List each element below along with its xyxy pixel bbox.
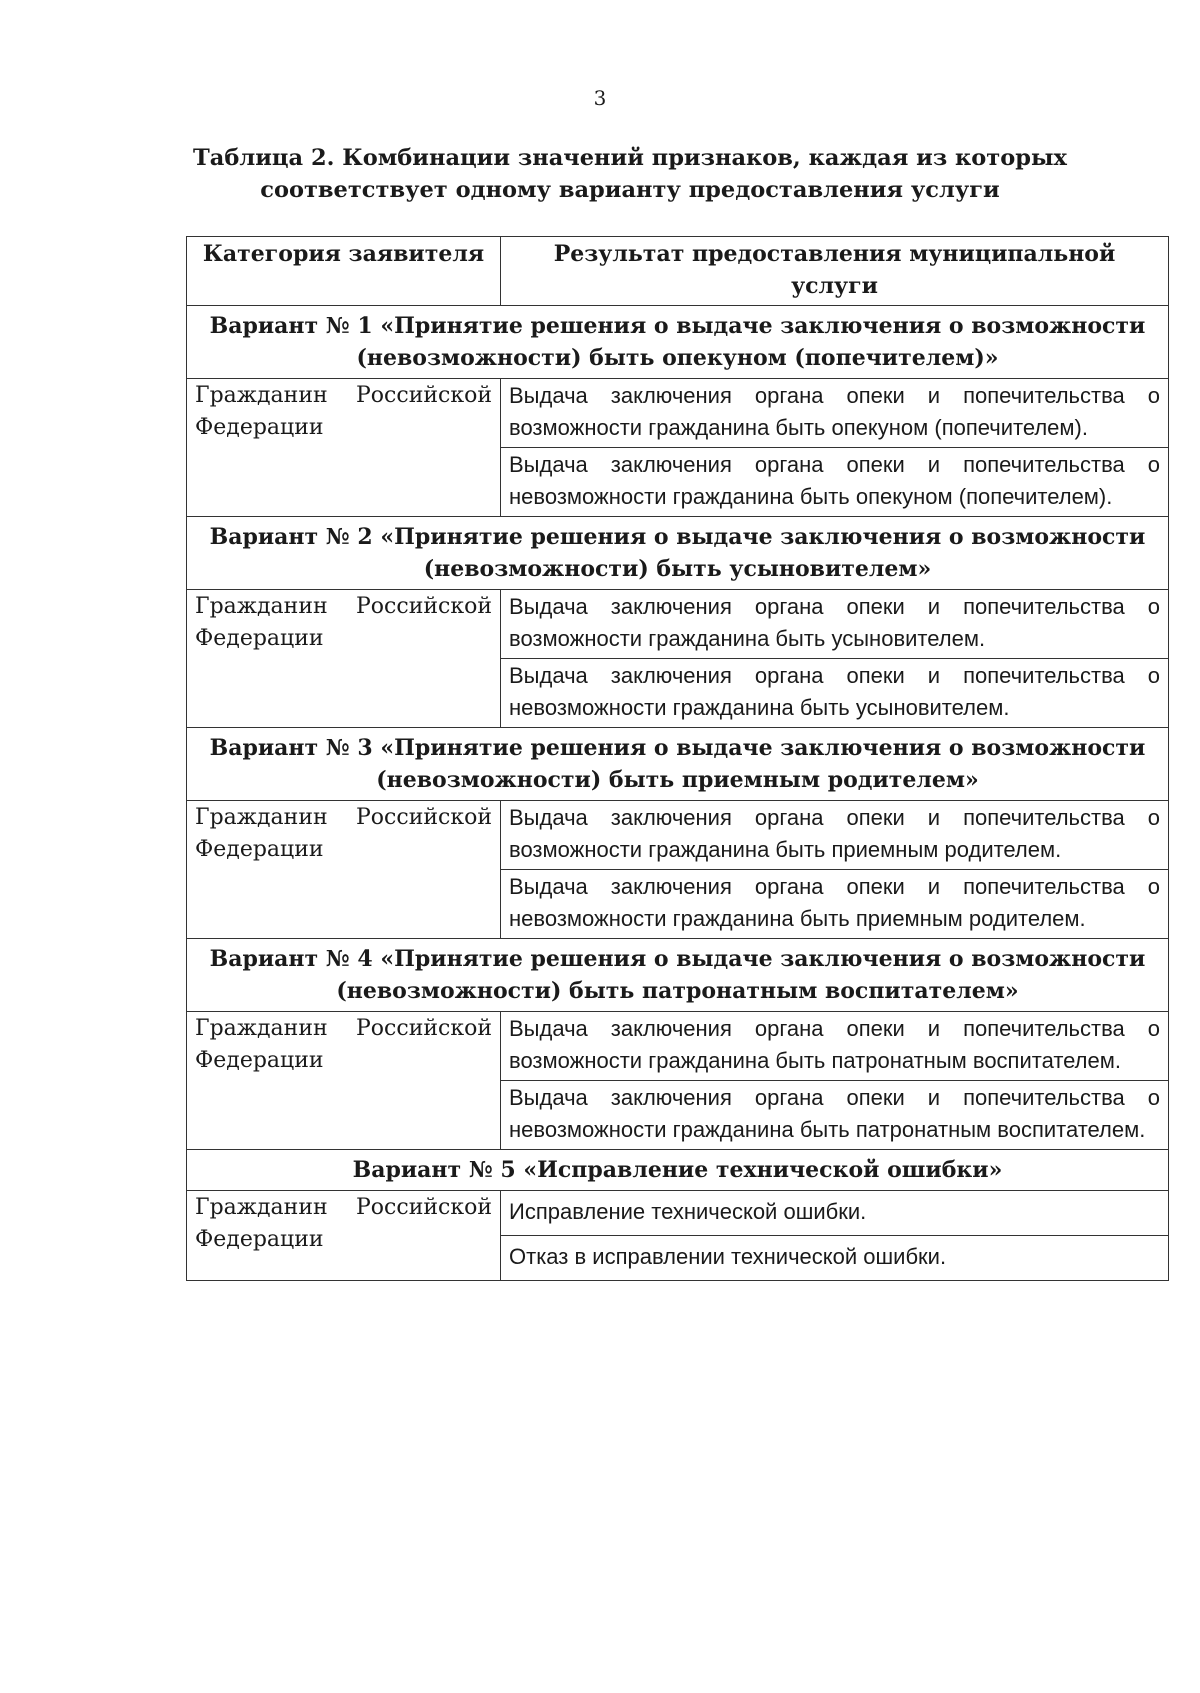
category-word: Гражданин (195, 594, 328, 619)
category-word: Гражданин (195, 383, 328, 408)
variant-1-title: Вариант № 1 «Принятие решения о выдаче заключения о возможности (невозможности) быть опекуном (попечителем)» (187, 306, 1169, 379)
variant-1-title-row (187, 306, 1169, 379)
variants-table (186, 236, 1169, 1281)
variant-2-result-2: Выдача заключения органа опеки и попечительства о невозможности гражданина быть усыновителем. (501, 659, 1169, 728)
category-word: Гражданин (195, 805, 328, 830)
category-word: Гражданин (195, 1195, 328, 1220)
variant-5-title: Вариант № 5 «Исправление технической ошибки» (187, 1150, 1169, 1191)
variant-1-result-2: Выдача заключения органа опеки и попечительства о невозможности гражданина быть опекуном (попечителем). (501, 448, 1169, 517)
variant-2-result-1: Выдача заключения органа опеки и попечительства о возможности гражданина быть усыновителем. (501, 590, 1169, 659)
variant-1-category (187, 379, 501, 517)
category-word: Российской (356, 594, 492, 619)
variant-3-result-2: Выдача заключения органа опеки и попечительства о невозможности гражданина быть приемным родителем. (501, 870, 1169, 939)
variant-2-category (187, 590, 501, 728)
variant-5-result-2: Отказ в исправлении технической ошибки. (501, 1236, 1169, 1281)
variant-2-title-row (187, 517, 1169, 590)
category-word: Федерации (195, 415, 324, 440)
table-title (190, 142, 1070, 206)
variant-4-title-row (187, 939, 1169, 1012)
category-word: Гражданин (195, 1016, 328, 1041)
category-word: Федерации (195, 1048, 324, 1073)
variant-2-title: Вариант № 2 «Принятие решения о выдаче заключения о возможности (невозможности) быть усыновителем» (187, 517, 1169, 590)
variant-5-result-1: Исправление технической ошибки. (501, 1191, 1169, 1236)
variant-3-title-row (187, 728, 1169, 801)
variant-5-category (187, 1191, 501, 1281)
page-number: 3 (593, 86, 607, 110)
table-row (187, 801, 1169, 870)
category-word: Федерации (195, 837, 324, 862)
variant-1-result-1: Выдача заключения органа опеки и попечительства о возможности гражданина быть опекуном (попечителем). (501, 379, 1169, 448)
variant-4-title: Вариант № 4 «Принятие решения о выдаче заключения о возможности (невозможности) быть патронатным воспитателем» (187, 939, 1169, 1012)
category-word: Российской (356, 1195, 492, 1220)
variant-4-result-1: Выдача заключения органа опеки и попечительства о возможности гражданина быть патронатным воспитателем. (501, 1012, 1169, 1081)
table-title-line-1: Таблица 2. Комбинации значений признаков, каждая из которых (193, 145, 1067, 171)
category-word: Федерации (195, 1227, 324, 1252)
variant-4-result-2: Выдача заключения органа опеки и попечительства о невозможности гражданина быть патронатным воспитателем. (501, 1081, 1169, 1150)
table-header-row (187, 237, 1169, 306)
table-row (187, 590, 1169, 659)
category-word: Российской (356, 805, 492, 830)
header-category: Категория заявителя (187, 237, 501, 306)
category-word: Федерации (195, 626, 324, 651)
variant-3-category (187, 801, 501, 939)
variant-5-title-row (187, 1150, 1169, 1191)
category-word: Российской (356, 1016, 492, 1041)
table-row (187, 1191, 1169, 1236)
variant-4-category (187, 1012, 501, 1150)
table-row (187, 379, 1169, 448)
header-result: Результат предоставления муниципальной услуги (501, 237, 1169, 306)
variant-3-result-1: Выдача заключения органа опеки и попечительства о возможности гражданина быть приемным родителем. (501, 801, 1169, 870)
table-row (187, 1012, 1169, 1081)
variant-3-title: Вариант № 3 «Принятие решения о выдаче заключения о возможности (невозможности) быть приемным родителем» (187, 728, 1169, 801)
table-title-line-2: соответствует одному варианту предоставления услуги (260, 177, 1000, 203)
category-word: Российской (356, 383, 492, 408)
